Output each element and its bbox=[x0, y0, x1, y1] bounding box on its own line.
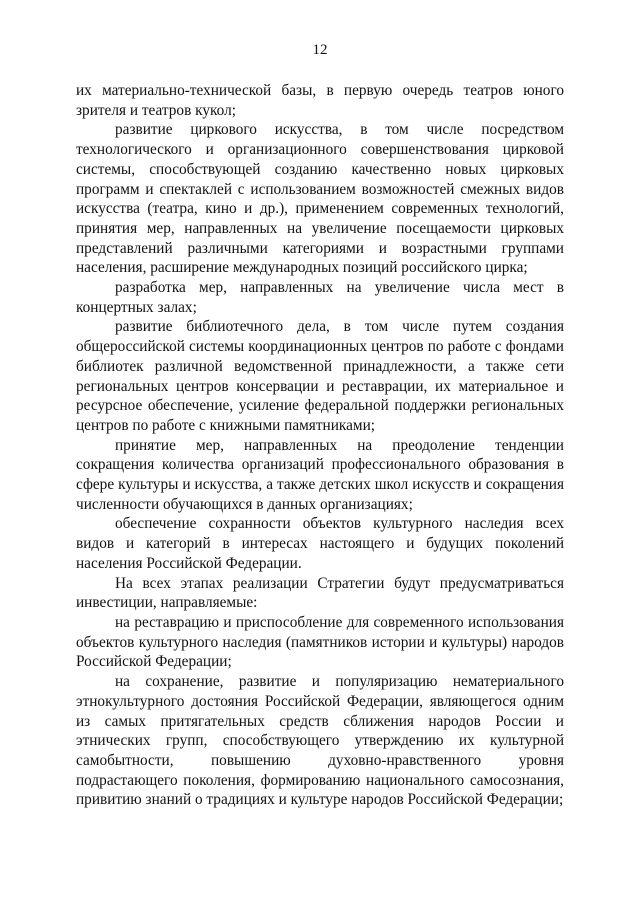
page-number: 12 bbox=[312, 42, 328, 58]
paragraph-3: разработка мер, направленных на увеличение числа мест в концертных залах; bbox=[76, 279, 564, 316]
document-body bbox=[76, 81, 564, 810]
paragraph-2: развитие циркового искусства, в том числе посредством технологического и организационного совершенствования цирковой системы, способствующей созданию качественно новых цирковых программ и спектаклей с использованием возможностей смежных видов искусства (театра, кино и др.), применением современных технологий, принятия мер, направленных на увеличение посещаемости цирковых представлений различными категориями и возрастными группами населения, расширение международных позиций российского цирка; bbox=[76, 121, 564, 277]
paragraph-8: на реставрацию и приспособление для современного использования объектов культурного наследия (памятников истории и культуры) народов Российской Федерации; bbox=[76, 613, 564, 671]
paragraph-1: их материально-технической базы, в первую очередь театров юного зрителя и театров кукол; bbox=[76, 82, 564, 119]
paragraph-4: развитие библиотечного дела, в том числе путем создания общероссийской системы координационных центров по работе с фондами библиотек различной ведомственной принадлежности, а также сети региональных центров консервации и реставрации, их материальное и ресурсное обеспечение, усиление федеральной поддержки региональных центров по работе с книжными памятниками; bbox=[76, 318, 564, 434]
paragraph-9: на сохранение, развитие и популяризацию нематериального этнокультурного достояния Российской Федерации, являющегося одним из самых притягательных средств сближения народов России и этнических групп, способствующего утверждению их культурной самобытности, повышению духовно-нравственного уровня подрастающего поколения, формированию национального самосознания, привитию знаний о традициях и культуре народов Российской Федерации; bbox=[76, 673, 564, 809]
paragraph-5: принятие мер, направленных на преодоление тенденции сокращения количества организаций профессионального образования в сфере культуры и искусства, а также детских школ искусств и сокращения численности обучающихся в данных организациях; bbox=[76, 436, 564, 513]
paragraph-7: На всех этапах реализации Стратегии будут предусматриваться инвестиции, направляемые: bbox=[76, 574, 564, 612]
paragraph-6: обеспечение сохранности объектов культурного наследия всех видов и категорий в интересах настоящего и будущих поколений населения Российской Федерации. bbox=[76, 515, 564, 572]
